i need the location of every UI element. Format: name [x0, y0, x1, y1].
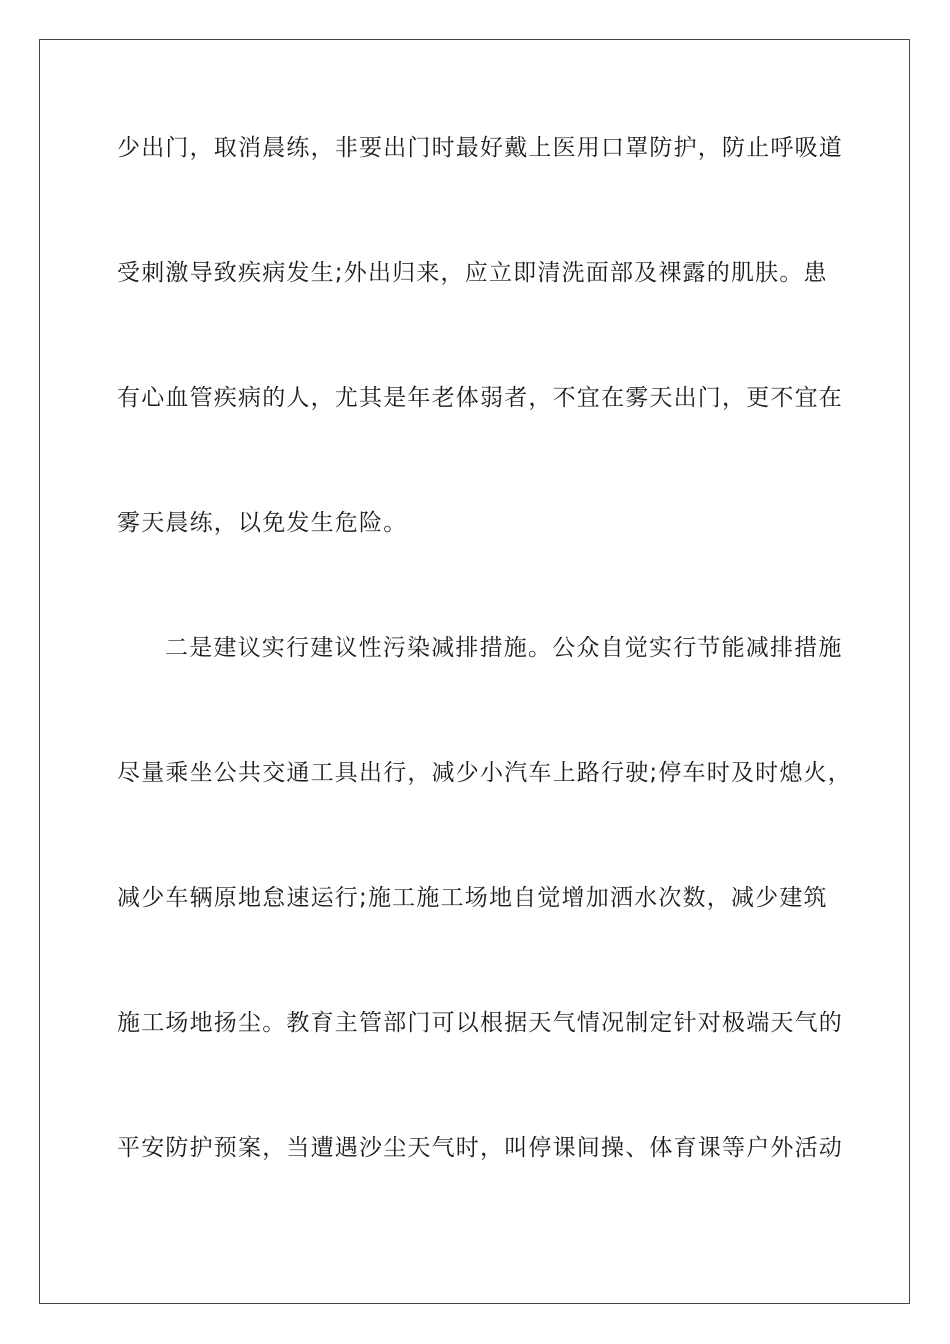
body-text-line-7: 减少车辆原地怠速运行;施工施工场地自觉增加洒水次数，减少建筑 — [117, 885, 828, 911]
body-text-line-8: 施工场地扬尘。教育主管部门可以根据天气情况制定针对极端天气的 — [117, 1010, 843, 1036]
body-text-line-2: 受刺激导致疾病发生;外出归来，应立即清洗面部及裸露的肌肤。患 — [117, 260, 828, 286]
body-text-line-9: 平安防护预案，当遭遇沙尘天气时，叫停课间操、体育课等户外活动 — [117, 1135, 843, 1161]
body-text-line-3: 有心血管疾病的人，尤其是年老体弱者，不宜在雾天出门，更不宜在 — [117, 385, 843, 411]
page-border — [39, 39, 910, 1304]
body-text-line-6: 尽量乘坐公共交通工具出行，减少小汽车上路行驶;停车时及时熄火， — [117, 760, 852, 786]
paragraph-2-first-line: 二是建议实行建议性污染减排措施。公众自觉实行节能减排措施 — [165, 635, 843, 661]
body-text-line-1: 少出门，取消晨练，非要出门时最好戴上医用口罩防护，防止呼吸道 — [117, 135, 843, 161]
body-text-line-4: 雾天晨练，以免发生危险。 — [117, 510, 408, 536]
